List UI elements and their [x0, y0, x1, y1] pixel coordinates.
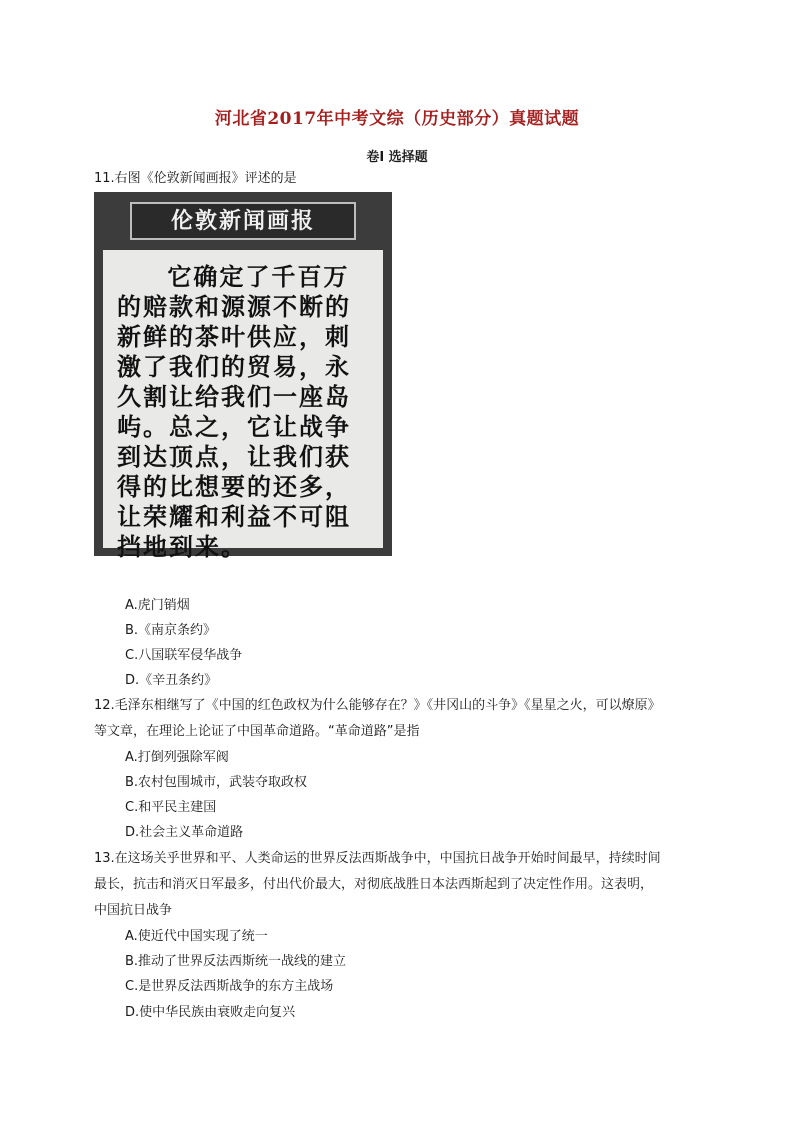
q11-option-b[interactable]: B.《南京条约》: [125, 623, 217, 638]
question-12-stem-line1: 12.毛泽东相继写了《中国的红色政权为什么能够存在？》《井冈山的斗争》《星星之火，可以燎原》: [94, 698, 661, 713]
question-13-stem-line1: 13.在这场关乎世界和平、人类命运的世界反法西斯战争中，中国抗日战争开始时间最早，持续时间: [94, 851, 661, 866]
q13-option-c[interactable]: C.是世界反法西斯战争的东方主战场: [125, 979, 334, 994]
newspaper-figure: [94, 192, 392, 561]
q13-option-a[interactable]: A.使近代中国实现了统一: [125, 929, 268, 944]
question-12-stem-line2: 等文章，在理论上论证了中国革命道路。“革命道路”是指: [94, 724, 420, 739]
newspaper-header: 伦敦新闻画报: [130, 202, 356, 240]
document-title: 河北省2017年中考文综（历史部分）真题试题: [214, 109, 580, 129]
question-13-stem-line2: 最长，抗击和消灭日军最多，付出代价最大，对彻底战胜日本法西斯起到了决定性作用。这表明，: [94, 877, 654, 892]
q11-option-a[interactable]: A.虎门销烟: [125, 598, 190, 613]
q12-option-b[interactable]: B.农村包围城市，武装夺取政权: [125, 775, 308, 790]
question-13-stem-line3: 中国抗日战争: [94, 903, 173, 918]
q12-option-c[interactable]: C.和平民主建国: [125, 800, 217, 815]
newspaper-text-panel: [103, 250, 383, 561]
q11-option-d[interactable]: D.《辛丑条约》: [125, 673, 218, 688]
q12-option-d[interactable]: D.社会主义革命道路: [125, 825, 244, 840]
q13-option-b[interactable]: B.推动了世界反法西斯统一战线的建立: [125, 954, 347, 969]
q13-option-d[interactable]: D.使中华民族由衰败走向复兴: [125, 1005, 296, 1020]
q11-option-c[interactable]: C.八国联军侵华战争: [125, 648, 243, 663]
question-11-stem: 11.右图《伦敦新闻画报》评述的是: [94, 171, 297, 186]
section-heading: 卷Ⅰ 选择题: [366, 150, 428, 165]
q12-option-a[interactable]: A.打倒列强除军阀: [125, 750, 229, 765]
newspaper-quote: 它确定了千百万的赔款和源源不断的新鲜的茶叶供应，刺激了我们的贸易，永久割让给我们一座岛屿。总之，它让战争到达顶点，让我们获得的比想要的还多，让荣耀和利益不可阻挡地到来。: [117, 262, 351, 561]
